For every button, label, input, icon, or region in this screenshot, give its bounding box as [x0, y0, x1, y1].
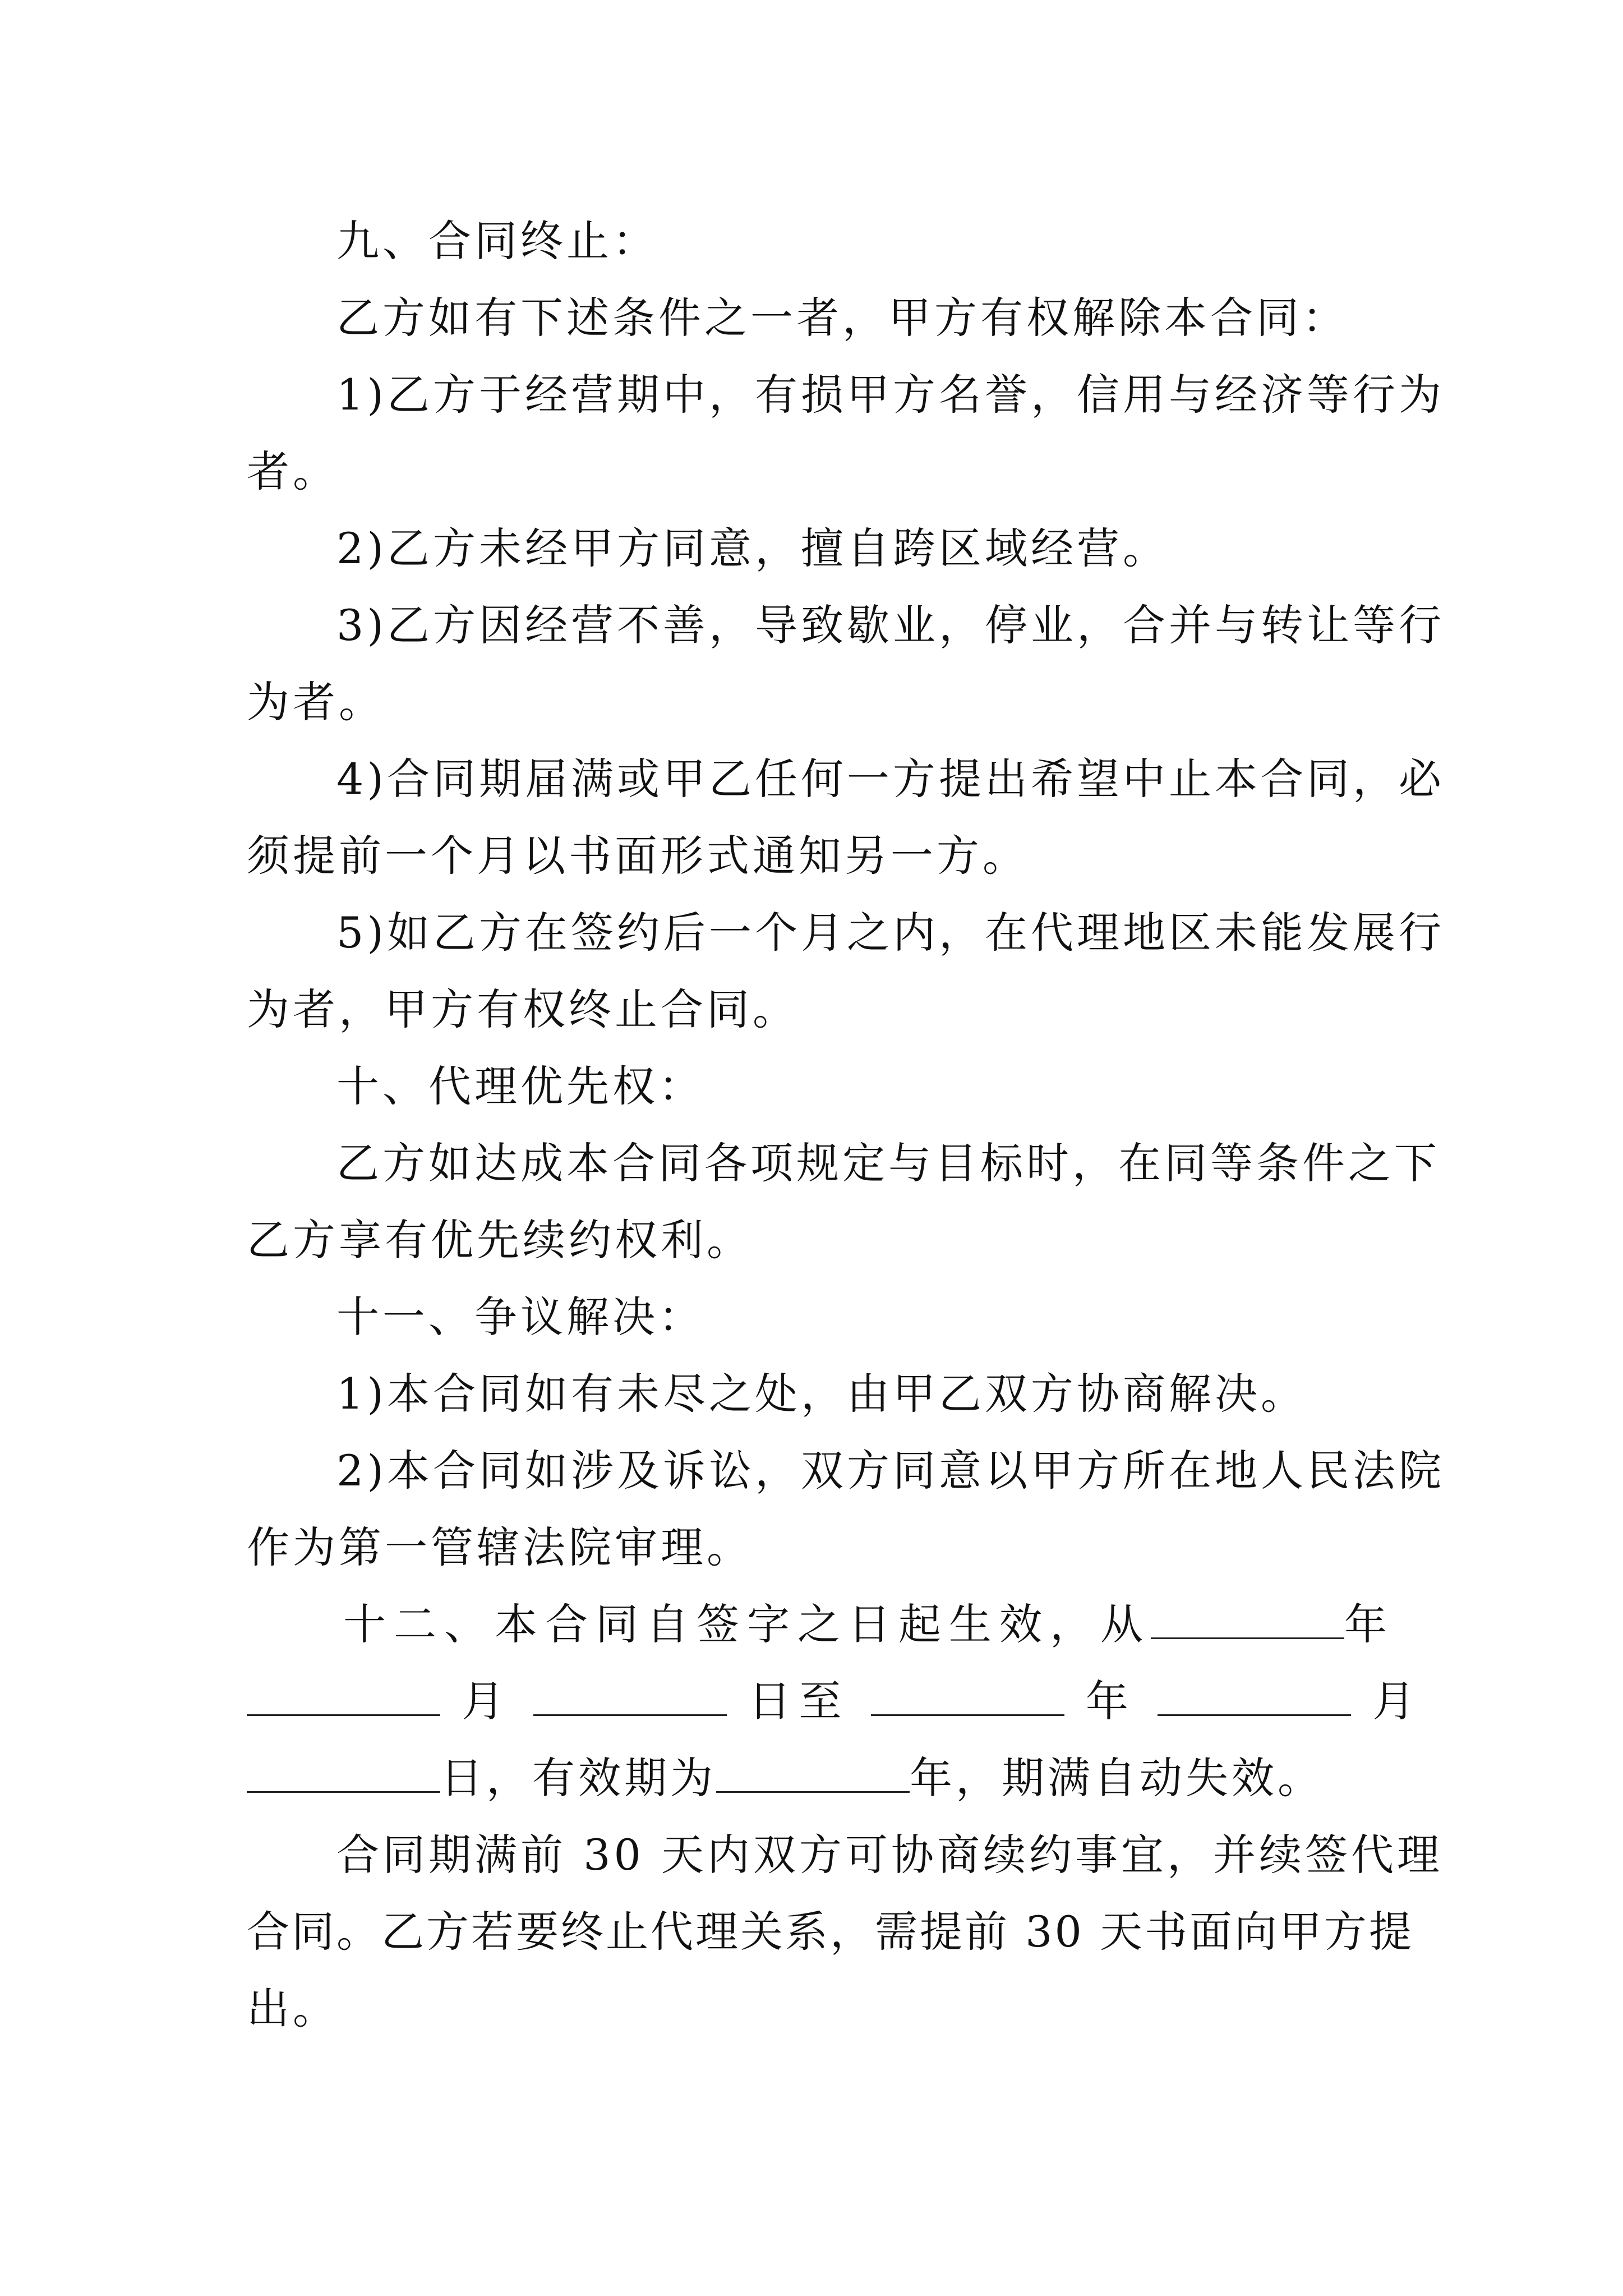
- paragraph-line: 乙方如有下述条件之一者，甲方有权解除本合同：: [336, 293, 1348, 343]
- paragraph-line: 5)如乙方在签约后一个月之内，在代理地区未能发展行: [336, 908, 1445, 958]
- start-year-blank[interactable]: [1151, 1597, 1344, 1639]
- year-label: 年: [1085, 1676, 1136, 1726]
- renewal-line: 合同期满前 30 天内双方可协商续约事宜，并续签代理: [336, 1830, 1444, 1880]
- year-label: 年: [1344, 1599, 1395, 1649]
- section-10-heading: 十、代理优先权：: [336, 1061, 704, 1111]
- end-month-blank[interactable]: [1158, 1674, 1351, 1716]
- paragraph-line: 2)乙方未经甲方同意，擅自跨区域经营。: [336, 523, 1169, 573]
- renewal-line: 出。: [247, 1984, 339, 2033]
- validity-text: 日，有效期为: [440, 1753, 716, 1803]
- day-to-label: 日至: [748, 1676, 850, 1726]
- end-day-blank[interactable]: [247, 1751, 440, 1793]
- paragraph-line: 4)合同期届满或甲乙任何一方提出希望中止本合同，必: [336, 754, 1445, 804]
- clause-12-text: 十二、本合同自签字之日起生效，从: [343, 1599, 1151, 1649]
- clause-12-line-1: [343, 1596, 1395, 1653]
- paragraph-line: 1)乙方于经营期中，有损甲方名誉，信用与经济等行为: [336, 370, 1445, 420]
- paragraph-line: 3)乙方因经营不善，导致歇业，停业，合并与转让等行: [336, 600, 1445, 650]
- renewal-line: 合同。乙方若要终止代理关系，需提前 30 天书面向甲方提: [247, 1907, 1414, 1957]
- section-9-heading: 九、合同终止：: [336, 216, 658, 266]
- start-month-blank[interactable]: [247, 1674, 440, 1716]
- paragraph-line: 为者，甲方有权终止合同。: [247, 984, 799, 1034]
- paragraph-line: 者。: [247, 447, 339, 496]
- paragraph-line: 须提前一个月以书面形式通知另一方。: [247, 831, 1029, 881]
- month-label: 月: [462, 1676, 513, 1726]
- end-year-blank[interactable]: [871, 1674, 1064, 1716]
- paragraph-line: 作为第一管辖法院审理。: [247, 1522, 753, 1572]
- paragraph-line: 乙方享有优先续约权利。: [247, 1215, 753, 1265]
- clause-12-line-3: [247, 1750, 1324, 1806]
- paragraph-line: 乙方如达成本合同各项规定与目标时，在同等条件之下: [336, 1138, 1440, 1188]
- month-label: 月: [1372, 1676, 1423, 1726]
- clause-12-line-2: [247, 1673, 1423, 1729]
- paragraph-line: 2)本合同如涉及诉讼，双方同意以甲方所在地人民法院: [336, 1446, 1445, 1496]
- section-11-heading: 十一、争议解决：: [336, 1292, 704, 1342]
- start-day-blank[interactable]: [533, 1674, 727, 1716]
- paragraph-line: 为者。: [247, 677, 385, 727]
- validity-years-blank[interactable]: [716, 1751, 910, 1793]
- expiry-text: 年，期满自动失效。: [910, 1753, 1324, 1803]
- paragraph-line: 1)本合同如有未尽之处，由甲乙双方协商解决。: [336, 1369, 1307, 1419]
